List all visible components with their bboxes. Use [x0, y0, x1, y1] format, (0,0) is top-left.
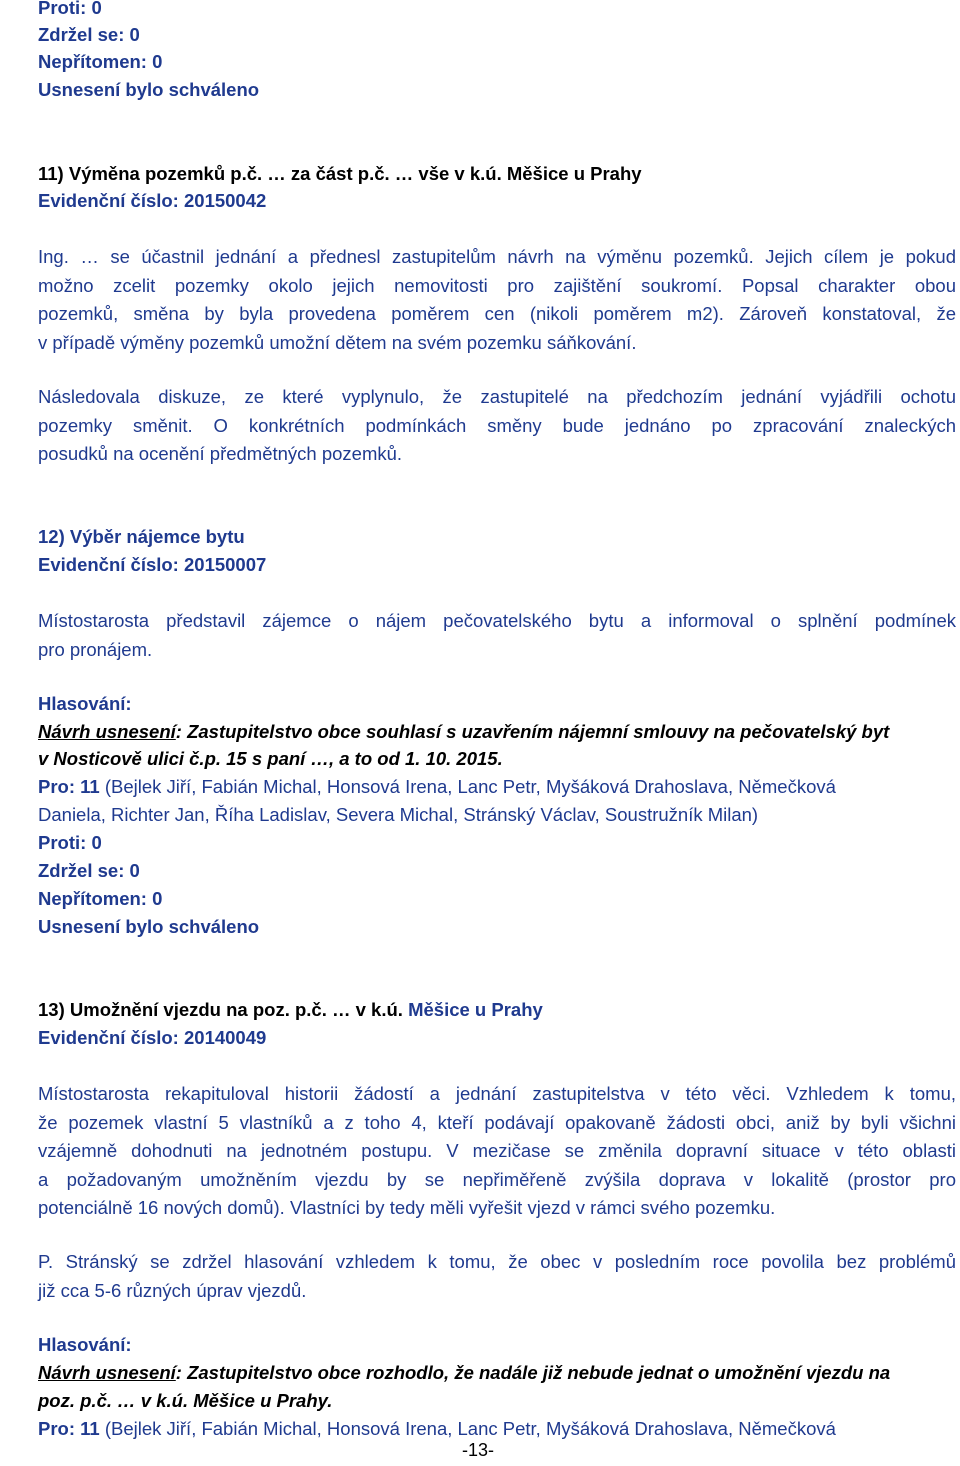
registry-number: Evidenční číslo: 20150007	[38, 554, 267, 575]
voting-label: Hlasování:	[38, 693, 132, 714]
proposal-label: Návrh usnesení	[38, 721, 176, 742]
page-number: -13-	[462, 1440, 495, 1460]
vote-for	[38, 1416, 956, 1442]
vote-for-label: Pro: 11	[38, 1418, 100, 1439]
vote-for-names: (Bejlek Jiří, Fabián Michal, Honsová Irena, Lanc Petr, Myšáková Drahoslava, Němečková	[99, 1418, 836, 1439]
resolution-proposal	[38, 1360, 956, 1386]
resolution-result: Usnesení bylo schváleno	[38, 79, 260, 100]
text-line: pozemky směnit. O konkrétních podmínkách směny bude jednáno po zpracování znaleckých	[38, 414, 956, 436]
text-line: vzájemně dohodnuti na jednotném postupu. V mezičase se změnila dopravní situace v této oblasti	[38, 1140, 956, 1161]
vote-abstained: Zdržel se: 0	[38, 24, 140, 45]
proposal-text: poz. p.č. … v k.ú. Měšice u Prahy.	[38, 1390, 333, 1411]
item-heading-main: 13) Umožnění vjezdu na poz. p.č. … v k.ú.	[38, 999, 403, 1020]
text-line: pozemků, směna by byla provedena poměrem cen (nikoli poměrem m2). Zároveň konstatoval, že	[38, 303, 956, 324]
vote-absent: Nepřítomen: 0	[38, 888, 163, 909]
proposal-text: : Zastupitelstvo obce rozhodlo, že nadále již nebude jednat o umožnění vjezdu na	[175, 1362, 891, 1383]
vote-for-names: (Bejlek Jiří, Fabián Michal, Honsová Irena, Lanc Petr, Myšáková Drahoslava, Němečková	[99, 776, 836, 797]
vote-for	[38, 774, 956, 800]
voting-label: Hlasování:	[38, 1334, 132, 1355]
resolution-proposal	[38, 719, 956, 745]
text-line: Místostarosta představil zájemce o nájem pečovatelského bytu a informoval o splnění podmínek	[38, 610, 956, 631]
vote-abstained: Zdržel se: 0	[38, 860, 140, 881]
paragraph	[38, 1080, 956, 1223]
vote-for-names: Daniela, Richter Jan, Říha Ladislav, Severa Michal, Stránský Václav, Soustružník Milan)	[38, 804, 759, 825]
text-line: potenciálně 16 nových domů). Vlastníci by tedy měli vyřešit vjezd v rámci svého pozemku.	[38, 1197, 776, 1218]
paragraph	[38, 607, 956, 664]
resolution-result: Usnesení bylo schváleno	[38, 916, 260, 937]
text-line: v případě výměny pozemků umožní dětem na svém pozemku sáňkování.	[38, 331, 637, 353]
item-heading	[38, 997, 543, 1023]
text-line: P. Stránský se zdržel hlasování vzhledem k tomu, že obec v posledním roce povolila bez problémů	[38, 1251, 956, 1272]
paragraph	[38, 1248, 956, 1305]
text-line: a požadovaným umožněním vjezdu by se nepřiměřeně zvýšila doprava v lokalitě (prostor pro	[38, 1168, 956, 1190]
paragraph	[38, 243, 956, 357]
text-line: posudků na ocenění předmětných pozemků.	[38, 443, 403, 464]
text-line: Místostarosta rekapituloval historii žádostí a jednání zastupitelstva v této věci. Vzhledem k tomu,	[38, 1083, 956, 1104]
proposal-label: Návrh usnesení	[38, 1362, 176, 1383]
vote-absent: Nepřítomen: 0	[38, 51, 163, 72]
vote-against: Proti: 0	[38, 0, 102, 18]
text-line: Ing. … se účastnil jednání a přednesl zastupitelům návrh na výměnu pozemků. Jejich cílem je pokud	[38, 246, 956, 267]
item-heading: 12) Výběr nájemce bytu	[38, 526, 245, 547]
text-line: pro pronájem.	[38, 638, 153, 660]
proposal-text: v Nosticově ulici č.p. 15 s paní …, a to od 1. 10. 2015.	[38, 748, 503, 769]
text-line: již cca 5-6 různých úprav vjezdů.	[38, 1279, 307, 1301]
vote-for-label: Pro: 11	[38, 776, 100, 797]
proposal-text: : Zastupitelstvo obce souhlasí s uzavřením nájemní smlouvy na pečovatelský byt	[175, 721, 890, 742]
item-heading: 11) Výměna pozemků p.č. … za část p.č. … vše v k.ú. Měšice u Prahy	[38, 163, 642, 184]
text-line: že pozemek vlastní 5 vlastníků a z toho 4, kteří podávají opakovaně žádosti obci, aniž by byli všichni	[38, 1111, 956, 1133]
paragraph	[38, 383, 956, 469]
item-heading-place: Měšice u Prahy	[402, 999, 543, 1020]
text-line: možno zcelit pozemky okolo jejich nemovitosti pro zajištění soukromí. Popsal charakter obou	[38, 274, 956, 296]
text-line: Následovala diskuze, ze které vyplynulo, že zastupitelé na předchozím jednání vyjádřili ochotu	[38, 386, 956, 407]
registry-number: Evidenční číslo: 20150042	[38, 190, 267, 211]
registry-number: Evidenční číslo: 20140049	[38, 1027, 267, 1048]
vote-against: Proti: 0	[38, 832, 102, 853]
